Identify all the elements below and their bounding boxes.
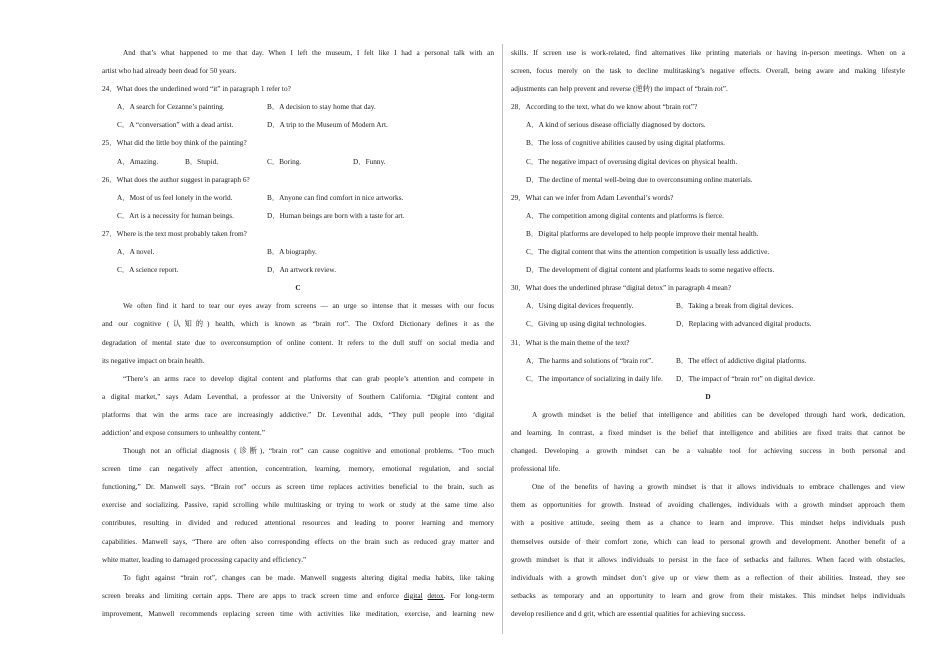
question-stem: 27．Where is the text most probably taken from? (102, 228, 247, 238)
question-26 (102, 171, 494, 225)
option-c: C．Giving up using digital technologies. (526, 319, 647, 329)
option-a: A．A kind of serious disease officially diagnosed by doctors. (526, 120, 706, 130)
option-row (102, 261, 494, 279)
passage-d-paragraph-1 (511, 406, 905, 478)
text-run: screen breaks and limiting certain apps. There are apps to track screen time and enforce (102, 590, 404, 600)
paragraph-line: a digital market,” says Adam Leventhal, a professor at the University of Southern California. “Digital content and (102, 391, 494, 401)
paragraph-line: professional life. (511, 464, 561, 474)
paragraph-line: white matter, leading to damaged processing capacity and efficiency.” (102, 554, 307, 564)
question-27 (102, 225, 494, 279)
paragraph-line: with a positive attitude, seeing them as a chance to learn and improve. This mindset helps individuals push (511, 518, 905, 528)
option-b: B．A decision to stay home that day. (267, 102, 376, 112)
paragraph-line: them as opportunities for growth. Instead of avoiding challenges, individuals with a growth mindset approach them (511, 500, 905, 510)
passage-c-paragraph-1 (102, 297, 494, 369)
passage-c-paragraph-2 (102, 370, 494, 442)
option-row (511, 370, 905, 388)
option-b: B．Stupid. (185, 156, 219, 166)
option-d: D．The development of digital content and platforms leads to some negative effects. (526, 265, 775, 275)
right-column (511, 44, 905, 623)
paragraph-line: growth mindset is that it allows individuals to persist in the face of setbacks and failures. When faced with obstacles, (511, 554, 905, 564)
passage-d-paragraph-2 (511, 478, 905, 623)
paragraph-line: setbacks as temporary and an opportunity to learn and grow from their mistakes. This mindset helps individuals (511, 590, 905, 600)
paragraph-line: changed. Developing a growth mindset can be a valuable tool for achieving success in both personal and (511, 446, 905, 456)
option-row (102, 153, 494, 171)
section-heading-c: C (295, 283, 301, 293)
paragraph-line: contributes, resulting in divided and reduced attentional resources and leading to poorer learning and memory (102, 518, 494, 528)
option-a: A．Most of us feel lonely in the world. (117, 192, 233, 202)
option-row (511, 297, 905, 315)
question-stem: 28．According to the text, what do we know about “brain rot”? (511, 102, 698, 112)
passage-c-paragraph-3 (102, 442, 494, 569)
option-b: B．A biography. (267, 247, 317, 257)
paragraph-line: One of the benefits of having a growth mindset is that it allows individuals to embrace challenges and view (532, 482, 905, 492)
paragraph-line: and our cognitive (认知的) health, which is known as “brain rot”. The Oxford Dictionary defines it as the (102, 319, 494, 329)
option-row (102, 116, 494, 134)
question-stem: 26．What does the author suggest in paragraph 6? (102, 174, 250, 184)
option-b: B．Anyone can find comfort in nice artworks. (267, 192, 404, 202)
paragraph-line: improvement, Manwell recommends replacing screen time with activities like meditation, exercise, and learning new (102, 608, 494, 618)
question-28 (511, 98, 905, 188)
paragraph-line: functioning,” Dr. Manwell says. “Brain rot” occurs as screen time replaces activities beneficial to the brain, such as (102, 482, 494, 492)
paragraph-line: We often find it hard to tear our eyes away from screens — an urge so intense that it messes with our focus (123, 301, 494, 311)
option-row (511, 352, 905, 370)
option-a: A．The competition among digital contents and platforms is fierce. (526, 210, 724, 220)
paragraph-line: screen, focus merely on the task to decline multitasking’s negative effects. Overall, being aware and making lifestyle (511, 66, 905, 76)
option-c: C．Boring. (267, 156, 302, 166)
option-row (102, 189, 494, 207)
option-d: D．The impact of “brain rot” on digital device. (676, 373, 815, 383)
option-c: C．A “conversation” with a dead artist. (117, 120, 234, 130)
underlined-word: digital (403, 590, 423, 600)
paragraph-line: To fight against “brain rot”, changes can be made. Manwell suggests altering digital media habits, like taking (123, 572, 494, 582)
question-stem: 31．What is the main theme of the text? (511, 337, 630, 347)
option-a: A．The harms and solutions of “brain rot”. (526, 355, 654, 365)
question-25 (102, 134, 494, 170)
paragraph-line: skills. If screen use is work-related, find alternatives like printing materials or having in-person meetings. When on a (511, 48, 905, 57)
option-b: B．Digital platforms are developed to help people improve their mental health. (526, 228, 759, 238)
paragraph-line: adjustments can help prevent and reverse (逆转) the impact of “brain rot”. (511, 84, 728, 94)
paragraph-line: individuals with a growth mindset don’t give up or view them as a reflection of their abilities. Instead, they see (511, 572, 905, 582)
paragraph-line: And that’s what happened to me that day. When I left the museum, I felt like I had a personal talk with an (123, 48, 494, 57)
paragraph-line: exercise and socializing. Passive, rapid scrolling while multitasking or trying to work or study at the same time also (102, 500, 494, 510)
option-d: D．Replacing with advanced digital products. (676, 319, 812, 329)
left-column (102, 44, 494, 623)
paragraph-line: “There’s an arms race to develop digital content and platforms that can grab people’s attention and compete in (123, 373, 494, 383)
option-c: C．Art is a necessity for human beings. (117, 210, 234, 220)
paragraph-line: capabilities. Manwell says, “There are often also corresponding effects on the brain such as reduced gray matter and (102, 536, 494, 546)
option-b: B．The loss of cognitive abilities caused by using digital platforms. (526, 138, 726, 148)
paragraph-line: and learning. In contrast, a fixed mindset is the belief that intelligence and abilities are fixed traits that cannot be (511, 427, 905, 437)
paragraph-line: artist who had already been dead for 50 years. (102, 66, 237, 76)
question-30 (511, 279, 905, 333)
option-a: A．A novel. (117, 247, 155, 257)
question-stem: 30．What does the underlined phrase “digital detox” in paragraph 4 mean? (511, 283, 732, 293)
paragraph-line: screen time can negatively affect attention, concentration, learning, memory, emotional regulation, and social (102, 464, 494, 474)
paragraph-line: A growth mindset is the belief that intelligence and abilities can be developed through hard work, dedication, (532, 409, 905, 419)
option-c: C．The importance of socializing in daily life. (526, 373, 663, 383)
option-row (511, 315, 905, 333)
option-d: D．The decline of mental well-being due to overconsuming online materials. (526, 174, 753, 184)
paragraph-line: platforms that win the arms race are increasingly addictive.” Dr. Leventhal adds, “They pull people into ‘digital (102, 409, 494, 419)
question-29 (511, 189, 905, 279)
paragraph-line: its negative impact on brain health. (102, 355, 205, 365)
paragraph-line: degradation of mental state due to overconsumption of online content. It refers to the dull stuff on social media and (102, 337, 494, 347)
option-d: D．Funny. (353, 156, 386, 166)
paragraph-line: develop resilience and d grit, which are essential qualities for achieving success. (511, 608, 746, 618)
paragraph-line (102, 587, 494, 605)
option-b: B．Taking a break from digital devices. (676, 301, 794, 311)
option-a: A．Using digital devices frequently. (526, 301, 634, 311)
option-c: C．A science report. (117, 265, 179, 275)
option-row (102, 207, 494, 225)
option-a: A．Amazing. (117, 156, 159, 166)
option-a: A．A search for Cezanne’s painting. (117, 102, 225, 112)
column-divider (502, 44, 503, 634)
option-row (102, 98, 494, 116)
paragraph-line: Though not an official diagnosis (诊断), “brain rot” can cause cognitive and emotional problems. “Too much (123, 446, 494, 456)
passage-c-paragraph-4-continued (511, 44, 905, 98)
underlined-word: detox (427, 590, 444, 600)
question-31 (511, 334, 905, 388)
text-run: . For long-term (443, 590, 494, 600)
option-c: C．The negative impact of overusing digital devices on physical health. (526, 156, 738, 166)
option-d: D．Human beings are born with a taste for art. (267, 210, 405, 220)
paragraph-line: themselves outside of their comfort zone, which can lead to personal growth and development. Another benefit of a (511, 536, 905, 546)
option-d: D．A trip to the Museum of Modern Art. (267, 120, 388, 130)
option-d: D．An artwork review. (267, 265, 337, 275)
question-stem: 24．What does the underlined word “it” in paragraph 1 refer to? (102, 84, 291, 94)
option-row (102, 243, 494, 261)
passage-c-paragraph-4 (102, 569, 494, 623)
section-heading-d: D (705, 391, 711, 401)
question-stem: 29．What can we infer from Adam Leventhal’s words? (511, 192, 674, 202)
option-b: B．The effect of addictive digital platforms. (676, 355, 807, 365)
question-24 (102, 80, 494, 134)
paragraph-line: addiction’ and expose consumers to unhealthy content.” (102, 427, 265, 437)
question-stem: 25．What did the little boy think of the painting? (102, 138, 247, 148)
option-c: C．The digital content that wins the attention competition is usually less addictive. (526, 247, 770, 257)
